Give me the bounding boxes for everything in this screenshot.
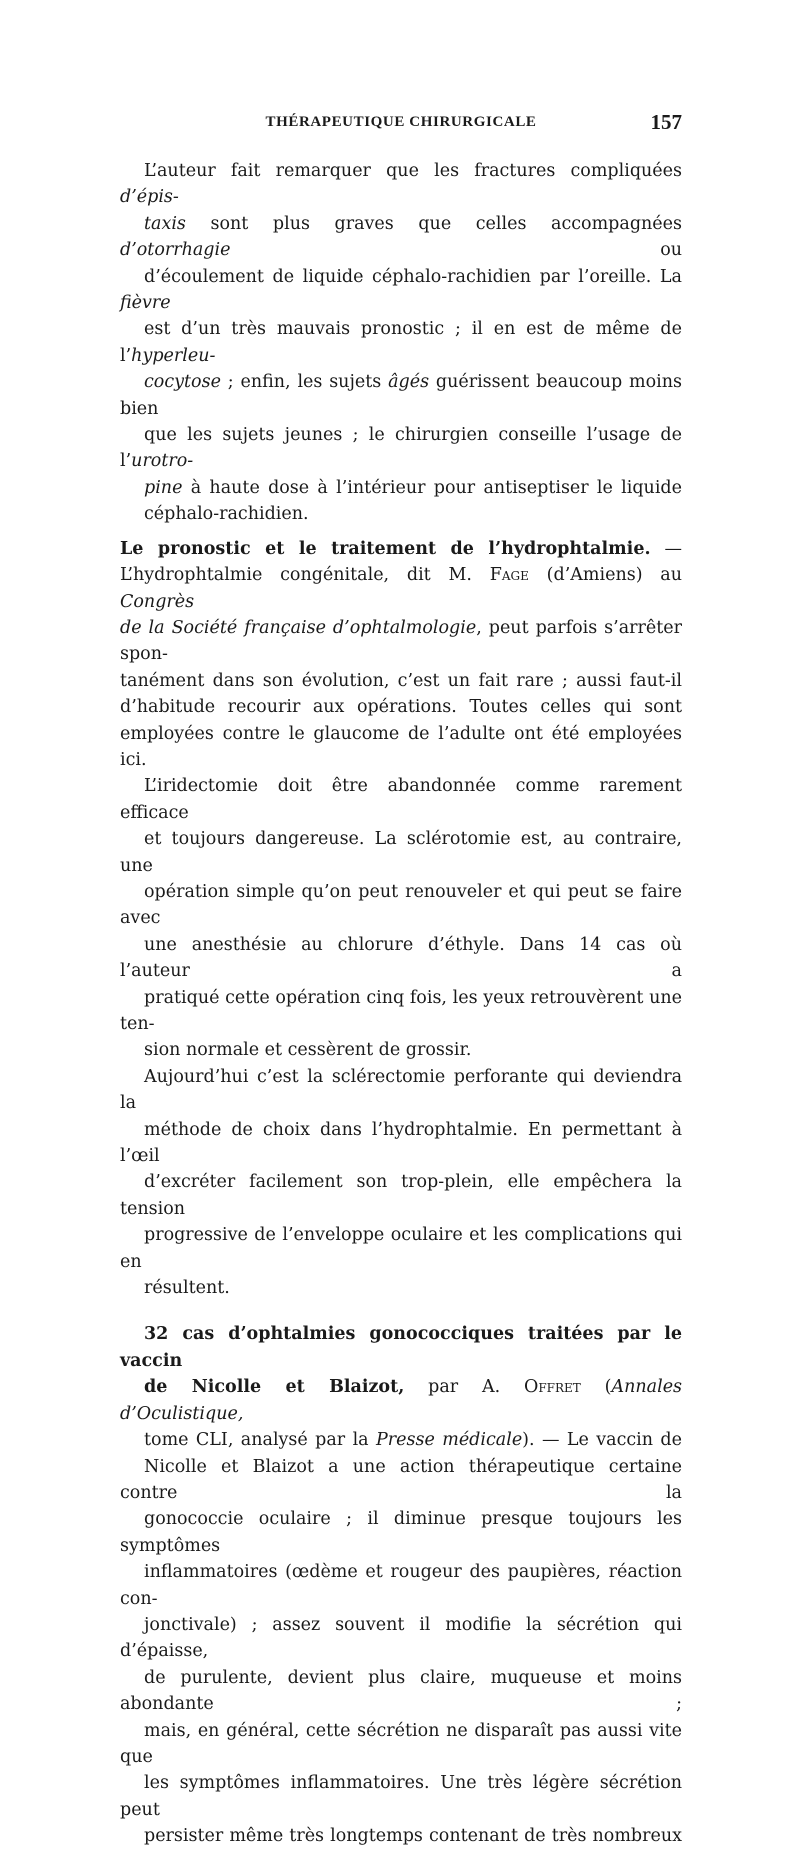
text-line: céphalo-rachidien. xyxy=(144,504,309,525)
text-line: d’excréter facilement son trop-plein, elle empêchera la tension xyxy=(120,1172,682,1219)
text-line: gonococcie oculaire ; il diminue presque toujours les symptômes xyxy=(120,1509,682,1556)
text-line: tanément dans son évolution, c’est un fait rare ; aussi faut-il xyxy=(120,670,682,691)
paragraph-hydrophtalmie xyxy=(120,536,682,774)
text-line: cocytose ; enfin, les sujets âgés guérissent beaucoup moins bien xyxy=(120,372,683,419)
text-line: taxis sont plus graves que celles accompagnées d’otorrhagie ou xyxy=(120,213,682,261)
text-line: L’auteur fait remarquer que les fractures compliquées d’épis- xyxy=(120,161,682,208)
text-line: et toujours dangereuse. La sclérotomie est, au contraire, une xyxy=(120,829,682,876)
text-line: de la Société française d’ophtalmologie, peut parfois s’arrêter spon- xyxy=(120,617,682,665)
text-line: de Nicolle et Blaizot, par A. Offret (Annales d’Oculistique, xyxy=(120,1377,683,1424)
paragraph-iridectomie xyxy=(120,773,682,1063)
text-line: opération simple qu’on peut renouveler et qui peut se faire avec xyxy=(120,881,682,929)
text-line: inflammatoires (œdème et rougeur des paupières, réaction con- xyxy=(120,1562,682,1609)
text-line: sion normale et cessèrent de grossir. xyxy=(144,1040,472,1061)
page-header xyxy=(120,112,682,136)
text-line: Nicolle et Blaizot a une action thérapeutique certaine contre la xyxy=(120,1456,682,1503)
text-line: ici. xyxy=(120,749,147,770)
text-line: tome CLI, analysé par la Presse médicale). — Le vaccin de xyxy=(144,1430,682,1451)
text-line: jonctivale) ; assez souvent il modifie la sécrétion qui d’épaisse, xyxy=(120,1614,682,1662)
section-heading: Le pronostic et le traitement de l’hydrophtalmie. xyxy=(120,538,651,559)
text-line: méthode de choix dans l’hydrophtalmie. En permettant à l’œil xyxy=(120,1119,682,1167)
text-line: pine à haute dose à l’intérieur pour antiseptiser le liquide xyxy=(144,477,682,498)
text-line: est d’un très mauvais pronostic ; il en est de même de l’hyperleu- xyxy=(120,319,682,366)
page-number: 157 xyxy=(650,110,682,134)
text-line: résultent. xyxy=(144,1278,230,1299)
text-line: Aujourd’hui c’est la sclérectomie perforante qui deviendra la xyxy=(120,1066,682,1114)
text-line: progressive de l’enveloppe oculaire et les complications qui en xyxy=(120,1225,682,1272)
paragraph-fractures xyxy=(120,158,682,528)
page-body xyxy=(120,158,682,1850)
section-heading-line: Le pronostic et le traitement de l’hydrophtalmie. — xyxy=(120,538,682,559)
text-line: les symptômes inflammatoires. Une très légère sécrétion peut xyxy=(120,1773,682,1820)
running-title: THÉRAPEUTIQUE CHIRURGICALE xyxy=(265,114,537,130)
text-line: que les sujets jeunes ; le chirurgien conseille l’usage de l’urotro- xyxy=(120,425,682,472)
text-line: de purulente, devient plus claire, muqueuse et moins abondante ; xyxy=(120,1667,682,1715)
paragraph-sclerectomie xyxy=(120,1064,682,1302)
text-line: L’hydrophtalmie congénitale, dit M. Fage (d’Amiens) au Congrès xyxy=(120,565,683,612)
article-heading: 32 cas d’ophtalmies gonococciques traitées par le vaccin xyxy=(120,1324,682,1371)
text-line: mais, en général, cette sécrétion ne disparaît pas aussi vite que xyxy=(120,1720,682,1767)
text-line: employées contre le glaucome de l’adulte ont été employées xyxy=(120,723,682,744)
text-line: pratiqué cette opération cinq fois, les yeux retrouvèrent une ten- xyxy=(120,987,682,1034)
text-line: L’iridectomie doit être abandonnée comme rarement efficace xyxy=(120,776,682,823)
text-line: d’écoulement de liquide céphalo-rachidien par l’oreille. La fièvre xyxy=(120,266,682,314)
text-line: persister même très longtemps contenant de très nombreux xyxy=(144,1826,682,1847)
paragraph-vaccin xyxy=(120,1321,682,1849)
text-line: d’habitude recourir aux opérations. Toutes celles qui sont xyxy=(120,697,682,718)
text-line: une anesthésie au chlorure d’éthyle. Dans 14 cas où l’auteur a xyxy=(120,934,682,982)
